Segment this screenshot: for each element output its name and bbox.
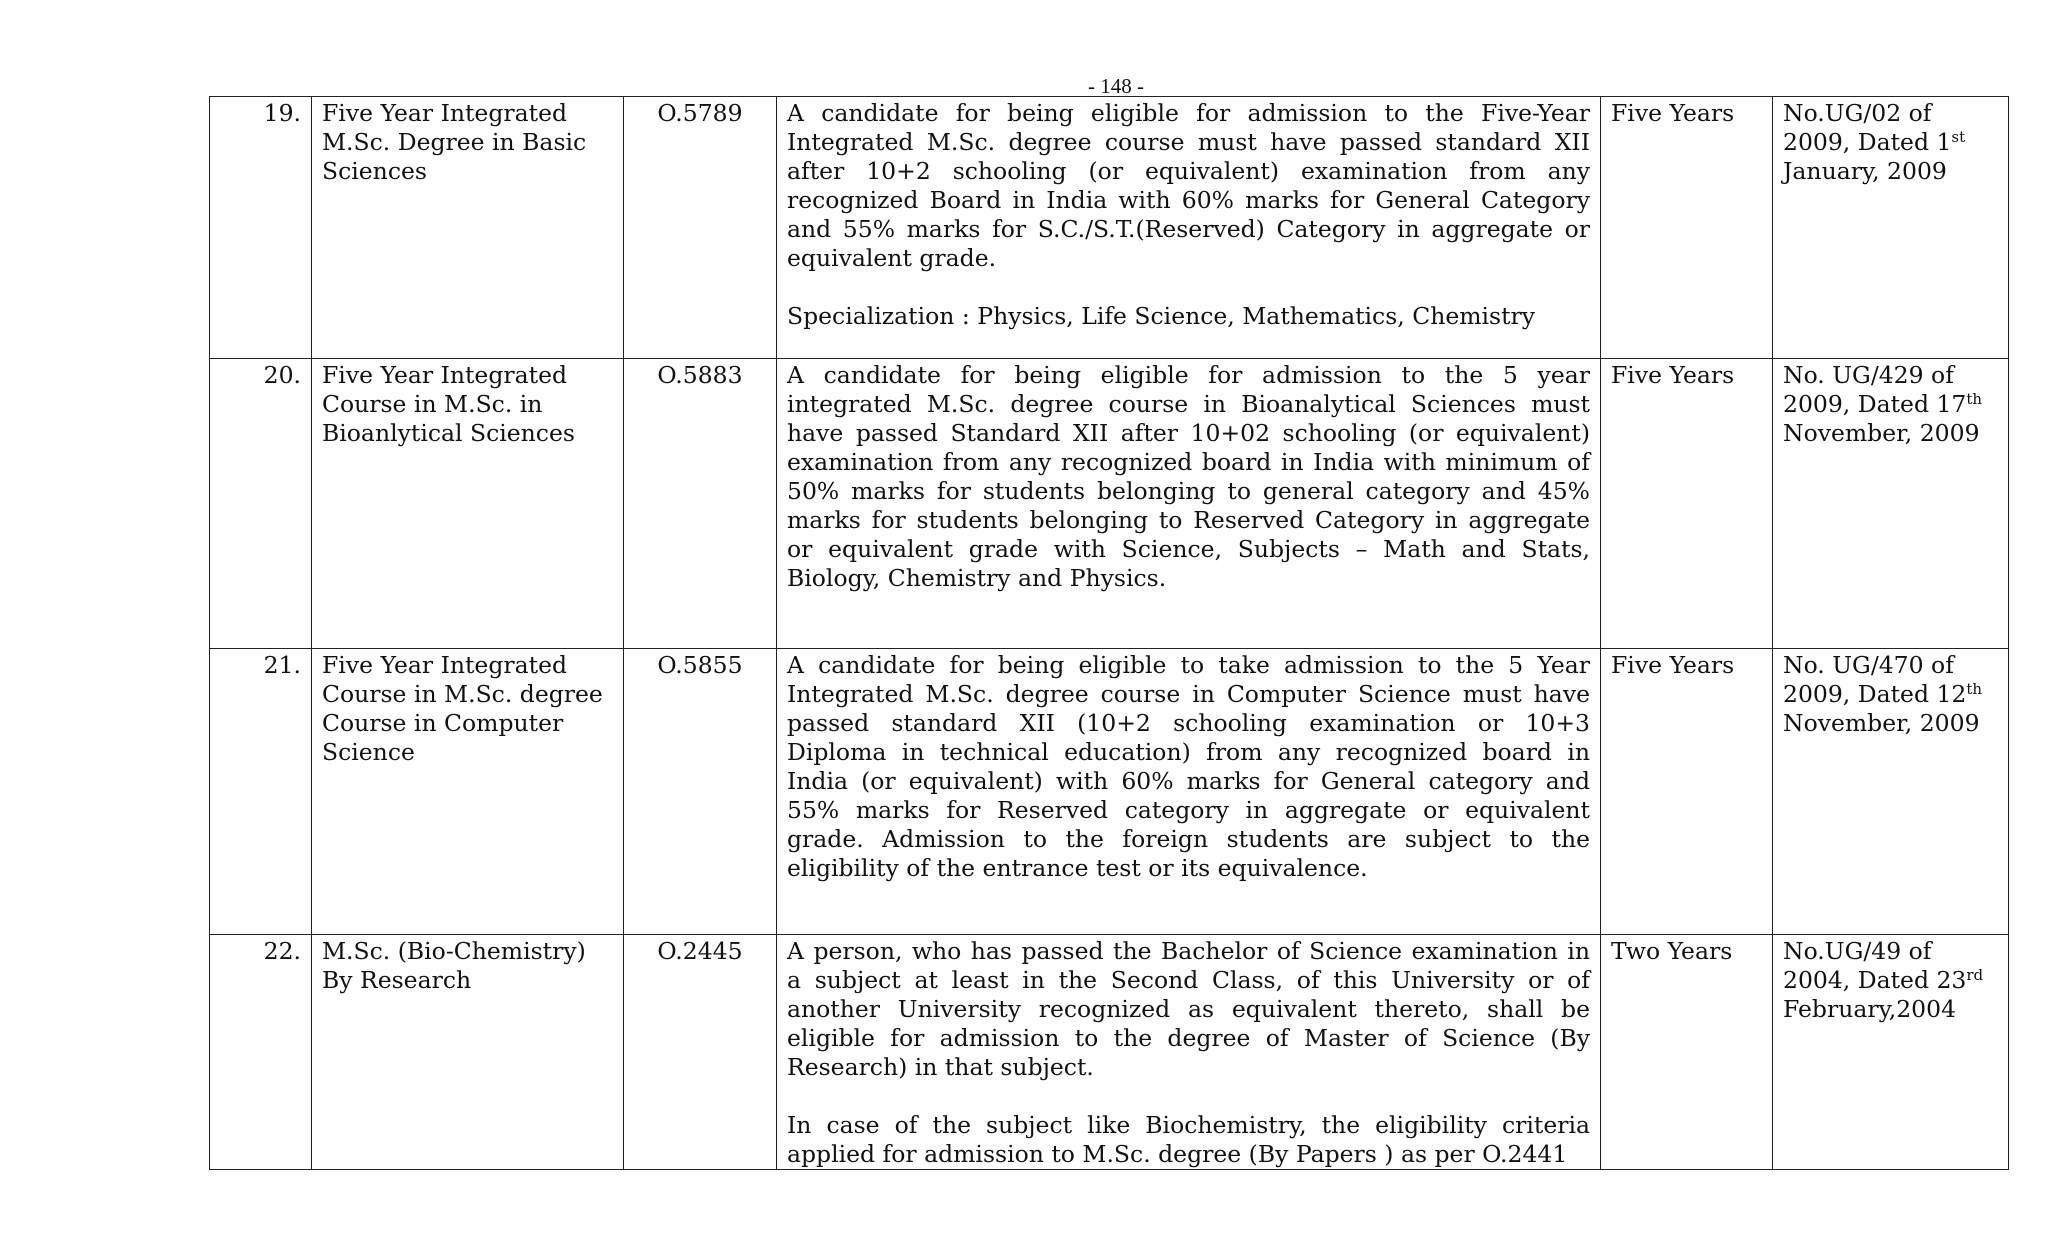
course-duration: Five Years <box>1601 649 1773 935</box>
serial-number: 22. <box>210 935 312 1170</box>
eligibility-text: A candidate for being eligible for admission to the 5 year integrated M.Sc. degree course in Bioanalytical Sciences must have passed Standard XII after 10+02 schooling (or equivalent) examination from any recognized board in India with minimum of 50% marks for students belonging to general category and 45% marks for students belonging to Reserved Category in aggregate or equivalent grade with Science, Subjects – Math and Stats, Biology, Chemistry and Physics. <box>787 361 1590 592</box>
eligibility-cell <box>777 935 1601 1170</box>
reference-text: No. UG/470 of 2009, Dated 12 <box>1783 651 1967 708</box>
serial-number: 20. <box>210 359 312 649</box>
course-name: Five Year Integrated M.Sc. Degree in Basic Sciences <box>312 97 624 359</box>
reference-cell <box>1773 97 2009 359</box>
reference-text: No.UG/02 of 2009, Dated 1 <box>1783 99 1952 156</box>
reference-text: January, 2009 <box>1783 157 1947 185</box>
date-suffix: th <box>1966 390 1983 408</box>
course-duration: Two Years <box>1601 935 1773 1170</box>
table-row <box>210 935 2009 1170</box>
date-suffix: rd <box>1966 966 1984 984</box>
date-suffix: st <box>1951 128 1966 146</box>
reference-text: November, 2009 <box>1783 709 1980 737</box>
ordinance-number: O.5883 <box>624 359 777 649</box>
reference-cell <box>1773 935 2009 1170</box>
course-name: M.Sc. (Bio-Chemistry) By Research <box>312 935 624 1170</box>
course-duration: Five Years <box>1601 97 1773 359</box>
eligibility-cell <box>777 359 1601 649</box>
date-suffix: th <box>1966 680 1983 698</box>
reference-cell <box>1773 359 2009 649</box>
reference-text: November, 2009 <box>1783 419 1980 447</box>
serial-number: 19. <box>210 97 312 359</box>
course-name: Five Year Integrated Course in M.Sc. in Bioanlytical Sciences <box>312 359 624 649</box>
ordinance-number: O.2445 <box>624 935 777 1170</box>
table-row <box>210 359 2009 649</box>
eligibility-text: In case of the subject like Biochemistry, the eligibility criteria applied for admission to M.Sc. degree (By Papers ) as per O.2441 <box>787 1111 1590 1168</box>
course-name: Five Year Integrated Course in M.Sc. degree Course in Computer Science <box>312 649 624 935</box>
table-row <box>210 97 2009 359</box>
ordinance-table <box>209 96 2009 1170</box>
reference-text: No. UG/429 of 2009, Dated 17 <box>1783 361 1967 418</box>
ordinance-number: O.5789 <box>624 97 777 359</box>
eligibility-cell <box>777 97 1601 359</box>
reference-cell <box>1773 649 2009 935</box>
page-number: - 148 - <box>1088 74 1144 98</box>
course-duration: Five Years <box>1601 359 1773 649</box>
reference-text: No.UG/49 of 2004, Dated 23 <box>1783 937 1967 994</box>
eligibility-text: Specialization : Physics, Life Science, Mathematics, Chemistry <box>787 302 1536 330</box>
ordinance-number: O.5855 <box>624 649 777 935</box>
serial-number: 21. <box>210 649 312 935</box>
eligibility-text: A candidate for being eligible for admission to the Five-Year Integrated M.Sc. degree course must have passed standard XII after 10+2 schooling (or equivalent) examination from any recognized Board in India with 60% marks for General Category and 55% marks for S.C./S.T.(Reserved) Category in aggregate or equivalent grade. <box>787 99 1590 272</box>
table-row <box>210 649 2009 935</box>
eligibility-text: A candidate for being eligible to take admission to the 5 Year Integrated M.Sc. degree course in Computer Science must have passed standard XII (10+2 schooling examination or 10+3 Diploma in technical education) from any recognized board in India (or equivalent) with 60% marks for General category and 55% marks for Reserved category in aggregate or equivalent grade. Admission to the foreign students are subject to the eligibility of the entrance test or its equivalence. <box>787 651 1590 882</box>
reference-text: February,2004 <box>1783 995 1957 1023</box>
eligibility-text: A person, who has passed the Bachelor of Science examination in a subject at least in the Second Class, of this University or of another University recognized as equivalent thereto, shall be eligible for admission to the degree of Master of Science (By Research) in that subject. <box>787 937 1590 1081</box>
eligibility-cell <box>777 649 1601 935</box>
